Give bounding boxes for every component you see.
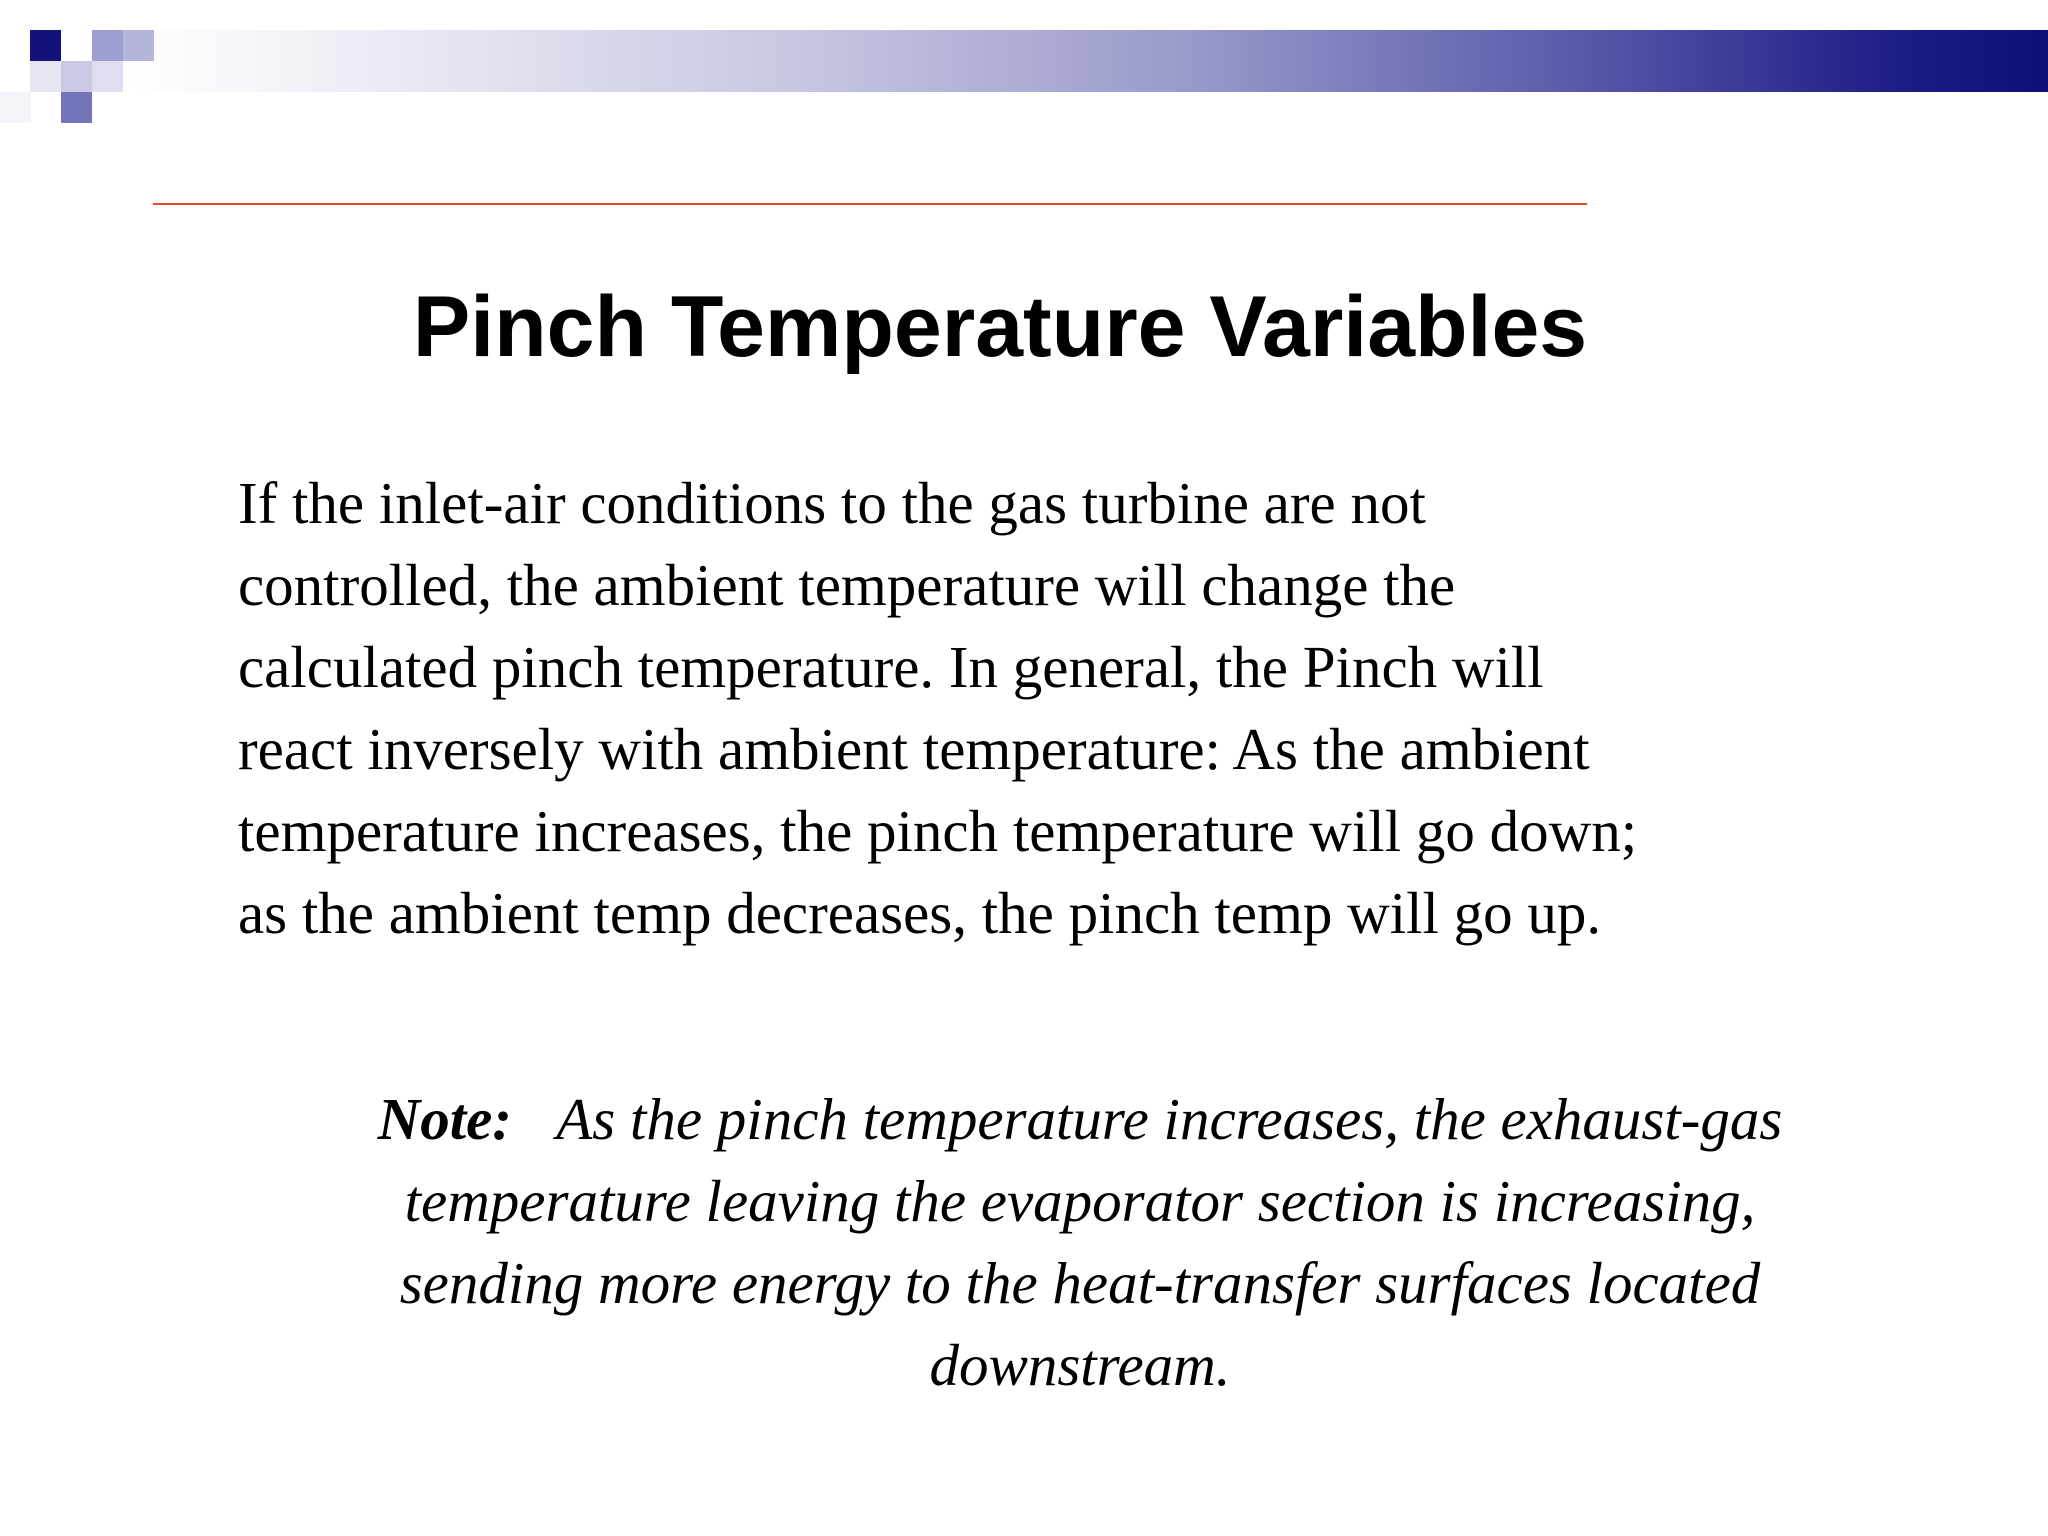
body-line: temperature increases, the pinch temperature will go down; [238, 798, 1638, 864]
decor-square [92, 30, 123, 61]
body-line: calculated pinch temperature. In general, the Pinch will [238, 634, 1544, 700]
body-line: react inversely with ambient temperature: As the ambient [238, 716, 1590, 782]
note-label: Note: [377, 1086, 512, 1152]
note-first-line [200, 1078, 1960, 1160]
body-line: as the ambient temp decreases, the pinch temp will go up. [238, 880, 1602, 946]
body-line: If the inlet-air conditions to the gas turbine are not [238, 470, 1426, 536]
decor-square [0, 92, 31, 123]
header-gradient-band [130, 30, 2048, 92]
decor-square [61, 61, 92, 92]
decor-square [30, 30, 61, 61]
note-text: As the pinch temperature increases, the exhaust-gas [556, 1086, 1783, 1152]
note-paragraph [200, 1078, 1960, 1406]
note-line: temperature leaving the evaporator section is increasing, [404, 1168, 1756, 1234]
body-line: controlled, the ambient temperature will change the [238, 552, 1456, 618]
decor-square [61, 92, 92, 123]
note-line: downstream. [929, 1332, 1231, 1398]
decor-square [123, 30, 154, 61]
decor-square [92, 61, 123, 92]
title-divider [153, 203, 1587, 205]
body-paragraph [238, 462, 1998, 954]
decor-square [30, 61, 61, 92]
note-line: sending more energy to the heat-transfer surfaces located [399, 1250, 1761, 1316]
slide-title: Pinch Temperature Variables [412, 279, 1588, 375]
